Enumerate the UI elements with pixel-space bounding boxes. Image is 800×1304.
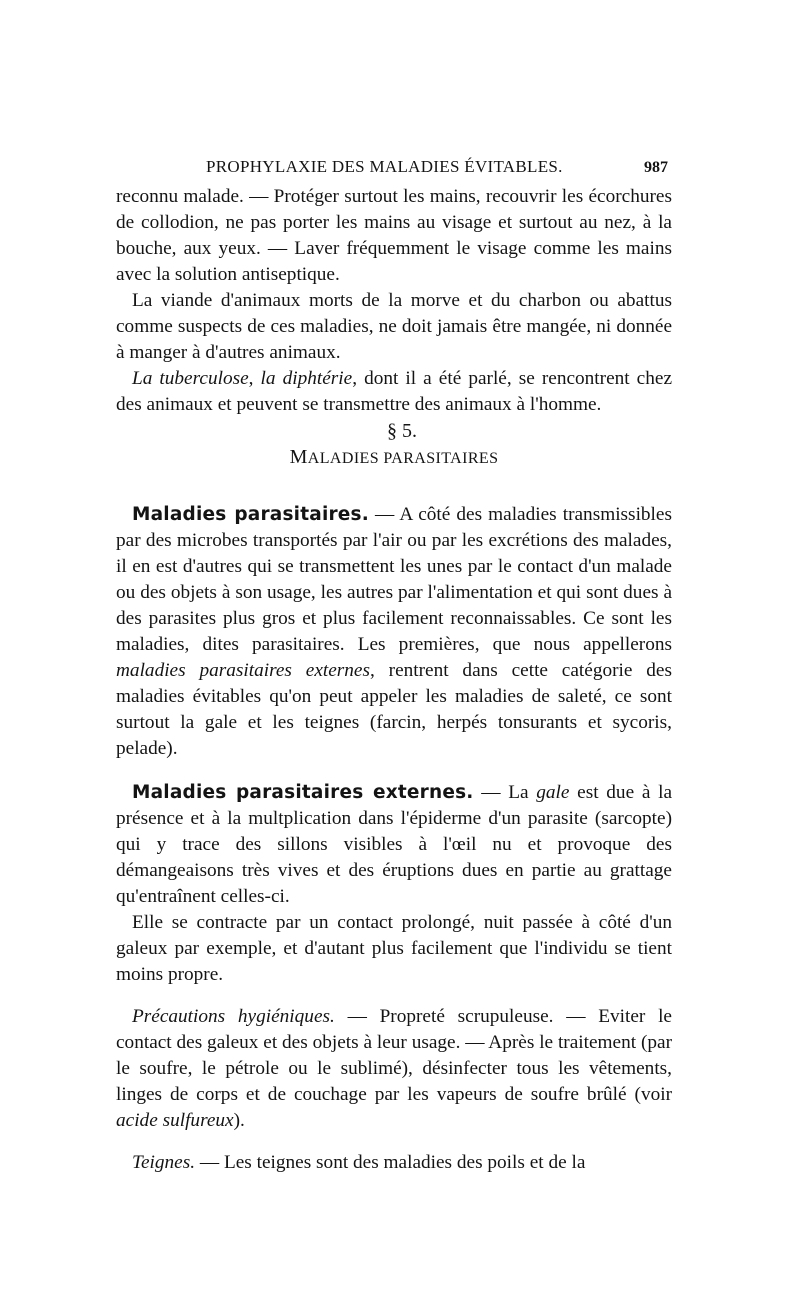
italic-term: gale — [536, 782, 570, 803]
paragraph-teignes — [116, 1150, 672, 1176]
section-number: § 5. — [387, 420, 417, 442]
page-number: 987 — [644, 159, 668, 176]
separator: , — [248, 368, 261, 389]
italic-term: La tuberculose — [132, 368, 249, 389]
paragraph-precautions-hygieniques — [116, 1004, 672, 1134]
paragraph-text: , dont il a été parlé, se rencontrent chez des animaux et peuvent se transmettre des animaux à l'homme. — [116, 368, 672, 415]
paragraph-text: La viande d'animaux morts de la morve et du charbon ou abattus comme suspects de ces maladies, ne doit jamais être mangée, ni donnée à manger à d'autres animaux. — [116, 290, 672, 363]
italic-term: la diphtérie — [260, 368, 353, 389]
section-title — [116, 444, 672, 472]
paragraph-text: — Propreté scrupuleuse. — Eviter le contact des galeux et des objets à leur usage. — Après le traitement (par le soufre, le pétrole ou le sublimé), désinfecter tous les vêtements, linges de corps et de couchage par les vapeurs de soufre brûlé (voir — [116, 1006, 672, 1105]
running-title: PROPHYLAXIE DES MALADIES ÉVITABLES. — [206, 157, 563, 176]
italic-term: maladies parasitaires externes — [116, 660, 370, 681]
italic-heading: Teignes. — [132, 1152, 196, 1173]
paragraph-contagion — [116, 910, 672, 988]
paragraph-maladies-parasitaires — [116, 502, 672, 762]
body-text — [116, 184, 672, 1176]
section-title-cap: M — [289, 446, 308, 468]
paragraph-tuberculose — [116, 366, 672, 418]
paragraph-text: — Les teignes sont des maladies des poils et de la — [195, 1152, 586, 1173]
paragraph-text: , rentrent dans cette catégorie des maladies évitables qu'on peut appeler les maladies de saleté, ce sont surtout la gale et les teignes (farcin, herpés tonsurants et sycoris, pelade). — [116, 660, 672, 759]
paragraph-text: reconnu malade. — Protéger surtout les mains, recouvrir les écorchures de collodion, ne pas porter les mains au visage et surtout au nez, à la bouche, aux yeux. — Laver fréquemment le visage comme les mains avec la solution antiseptique. — [116, 186, 672, 285]
italic-heading: Précautions hygiéniques. — [132, 1006, 335, 1027]
paragraph-parasitaires-externes — [116, 780, 672, 910]
paragraph-text: est due à la présence et à la multplication dans l'épiderme d'un parasite (sarcopte) qui y trace des sillons visibles à l'œil nu et provoque des démangeaisons très vives et des éruptions dues en partie au grattage qu'entraînent celles-ci. — [116, 782, 673, 907]
runin-heading: Maladies parasitaires externes. — [132, 782, 474, 803]
paragraph-viande — [116, 288, 672, 366]
runin-heading: Maladies parasitaires. — [132, 504, 369, 525]
paragraph-text: — La — [473, 782, 537, 803]
paragraph-text: ). — [233, 1110, 245, 1131]
paragraph-text: Elle se contracte par un contact prolongé, nuit passée à côté d'un galeux par exemple, et d'autant plus facilement que l'individu se tient moins propre. — [116, 912, 672, 985]
section-title-rest: ALADIES PARASITAIRES — [307, 450, 499, 467]
page-header — [118, 157, 670, 183]
italic-term: acide sulfureux — [116, 1110, 234, 1131]
paragraph-text: — A côté des maladies transmissibles par des microbes transportés par l'air ou par les excrétions des malades, il en est d'autres qui se transmettent les unes par le contact d'un malade ou des objets à son usage, les autres par l'alimentation et qui sont dues à des parasites plus gros et plus facilement reconnaissables. Ce sont les maladies, dites parasitaires. Les premières, que nous appellerons — [116, 504, 672, 655]
paragraph-precautions-continued — [116, 184, 672, 288]
